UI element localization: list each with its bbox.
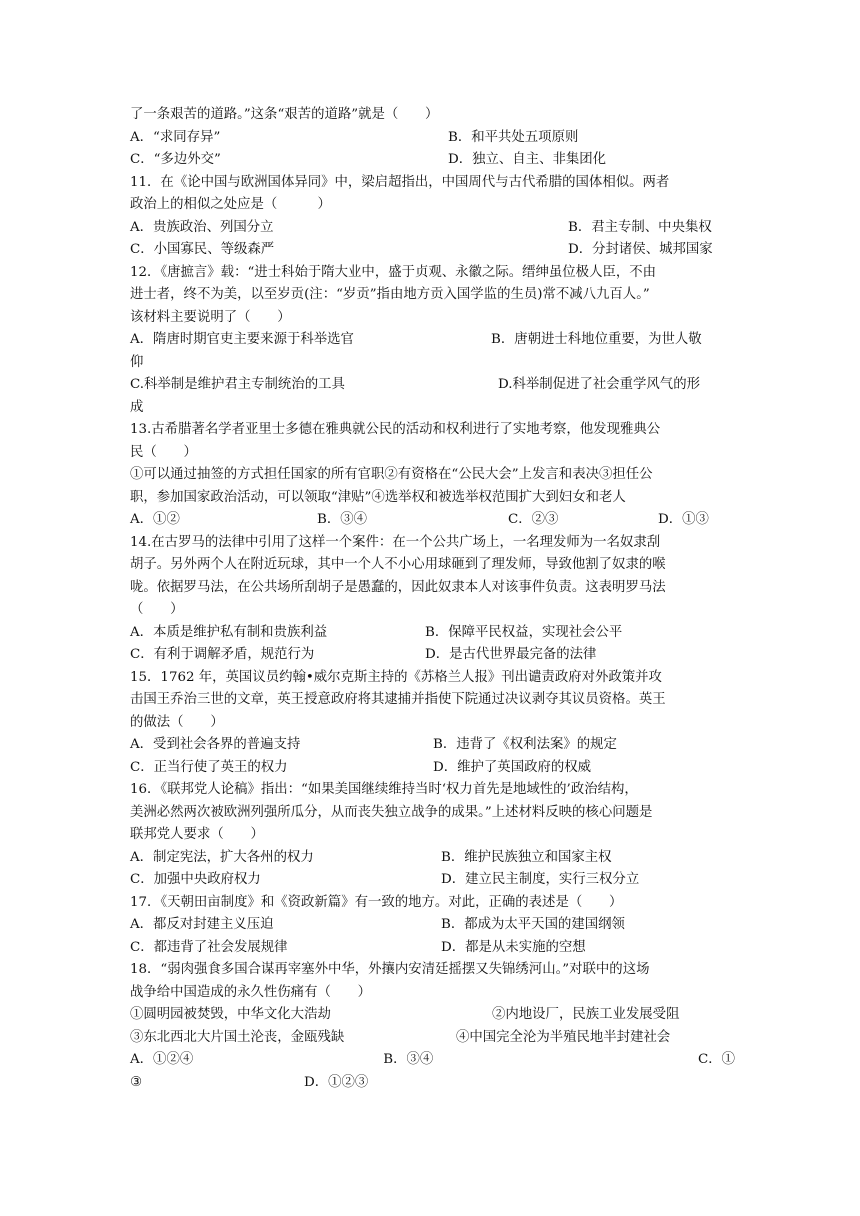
q13-stem-line1: 13.古希腊著名学者亚里士多德在雅典就公民的活动和权利进行了实地考察，他发现雅典公	[130, 422, 661, 437]
q13-option-c[interactable]: C．②③	[508, 512, 559, 527]
q13-option-d[interactable]: D．①③	[658, 512, 709, 527]
q17-option-c[interactable]: C．都违背了社会发展规律	[130, 939, 288, 955]
q15-stem-line1: 15．1762 年，英国议员约翰•威尔克斯主持的《苏格兰人报》刊出谴责政府对外政策并攻	[130, 669, 662, 685]
q18-option-c-wrap: ③	[130, 1074, 143, 1090]
q16-option-b[interactable]: B．维护民族独立和国家主权	[441, 849, 612, 865]
q12-options-ab	[130, 329, 735, 352]
q17-option-d[interactable]: D．都是从未实施的空想	[441, 939, 586, 955]
q15-option-b[interactable]: B．违背了《权利法案》的规定	[433, 737, 617, 752]
q18-option-c[interactable]: C．①	[697, 1052, 735, 1067]
q14-option-a[interactable]: A．本质是维护私有制和贵族利益	[130, 624, 328, 640]
q18-options-row1	[130, 1049, 735, 1072]
q14-options-cd	[130, 644, 735, 667]
q11-options-cd	[130, 239, 735, 262]
q15-stem-line2: 击国王乔治三世的文章，英王授意政府将其逮捕并指使下院通过决议剥夺其议员资格。英王	[130, 692, 666, 707]
q13-option-a[interactable]: A．①②	[130, 512, 180, 527]
q12-option-b[interactable]: B．唐朝进士科地位重要，为世人敬	[491, 332, 702, 347]
q10-option-d[interactable]: D．独立、自主、非集团化	[448, 152, 607, 167]
q18-info-1: ①圆明园被焚毁，中华文化大浩劫	[130, 1007, 331, 1022]
exam-page	[130, 104, 735, 1094]
q11-options-ab	[130, 217, 735, 240]
q18-info-3: ③东北西北大片国土沦丧，金瓯残缺	[130, 1029, 345, 1045]
q18-info-row1	[130, 1004, 735, 1027]
q15-options-ab	[130, 734, 735, 757]
q17-options-ab	[130, 914, 735, 937]
q12-option-d[interactable]: D.科举制促进了社会重学风气的形	[498, 377, 700, 392]
q13-option-b[interactable]: B．③④	[317, 512, 368, 527]
q17-option-b[interactable]: B．都成为太平天国的建国纲领	[441, 917, 625, 932]
q14-options-ab	[130, 622, 735, 645]
q18-info-2: ②内地设厂，民族工业发展受阻	[492, 1007, 680, 1022]
q15-stem-line3: 的做法（ ）	[130, 714, 224, 730]
q18-stem-line1: 18．“弱肉强食多国合谋再宰塞外中华，外攘内安清廷摇摆又失锦绣河山。”对联中的这场	[130, 962, 650, 977]
q10-option-a[interactable]: A．“求同存异”	[130, 129, 221, 145]
q13-options	[130, 509, 735, 532]
q15-option-a[interactable]: A．受到社会各界的普遍支持	[130, 737, 301, 752]
q18-option-d[interactable]: D．①②③	[304, 1074, 369, 1090]
q16-options-ab	[130, 847, 735, 870]
q16-option-a[interactable]: A．制定宪法，扩大各州的权力	[130, 849, 314, 865]
q11-stem-line1: 11．在《论中国与欧洲国体异同》中，梁启超指出，中国周代与古代希腊的国体相似。两者	[130, 174, 670, 190]
q13-info-line1: ①可以通过抽签的方式担任国家的所有官职②有资格在“公民大会”上发言和表决③担任公	[130, 467, 653, 482]
q17-options-cd	[130, 937, 735, 960]
q18-stem-line2: 战争给中国造成的永久性伤痛有（ ）	[130, 984, 372, 1000]
q18-info-row2	[130, 1027, 735, 1050]
q12-option-d-wrap: 成	[130, 399, 144, 415]
q12-stem-line1: 12．《唐摭言》载：“进士科始于隋大业中，盛于贞观、永徽之际。缙绅虽位极人臣，不由	[130, 264, 657, 280]
q11-option-c[interactable]: C．小国寡民、等级森严	[130, 242, 275, 257]
q17-stem-line1: 17．《天朝田亩制度》和《资政新篇》有一致的地方。对此，正确的表述是（ ）	[130, 894, 623, 910]
q18-options-row2	[130, 1072, 735, 1095]
q15-option-d[interactable]: D．维护了英国政府的权威	[433, 759, 592, 775]
q14-stem-line4: （ ）	[130, 602, 184, 617]
q11-stem-line2: 政治上的相似之处应是（ ）	[130, 197, 331, 212]
q16-options-cd	[130, 869, 735, 892]
q15-options-cd	[130, 757, 735, 780]
q13-stem-line2: 民（ ）	[130, 444, 197, 460]
q12-option-c[interactable]: C.科举制是维护君主专制统治的工具	[130, 377, 345, 392]
q18-info-4: ④中国完全沦为半殖民地半封建社会	[456, 1029, 671, 1045]
q14-option-b[interactable]: B．保障平民权益，实现社会公平	[425, 624, 623, 640]
q11-option-a[interactable]: A．贵族政治、列国分立	[130, 219, 274, 235]
q12-options-cd	[130, 374, 735, 397]
q16-stem-line2: 美洲必然两次被欧洲列强所瓜分，从而丧失独立战争的成果。”上述材料反映的核心问题是	[130, 804, 653, 820]
q16-stem-line1: 16．《联邦党人论稿》指出：“如果美国继续维持当时‘权力首先是地域性的’政治结构，	[130, 782, 638, 797]
q15-option-c[interactable]: C．正当行使了英王的权力	[130, 759, 288, 775]
q10-stem-tail: 了一条艰苦的道路。”这条“艰苦的道路”就是（ ）	[130, 107, 439, 122]
q10-options-ab	[130, 127, 735, 150]
q14-stem-line2: 胡子。另外两个人在附近玩球，其中一个人不小心用球砸到了理发师，导致他割了奴隶的喉	[130, 557, 666, 572]
q16-option-c[interactable]: C．加强中央政府权力	[130, 872, 261, 887]
q11-option-d[interactable]: D．分封诸侯、城邦国家	[568, 242, 713, 257]
q18-option-a[interactable]: A．①②④	[130, 1052, 194, 1067]
q10-options-cd	[130, 149, 735, 172]
q17-option-a[interactable]: A．都反对封建主义压迫	[130, 917, 274, 932]
q14-stem-line1: 14.在古罗马的法律中引用了这样一个案件：在一个公共广场上，一名理发师为一名奴隶刮	[130, 534, 661, 550]
q16-option-d[interactable]: D．建立民主制度，实行三权分立	[441, 872, 640, 887]
q10-option-b[interactable]: B．和平共处五项原则	[448, 129, 579, 145]
q13-info-line2: 职，参加国家政治活动，可以领取“津贴”④选举权和被选举权范围扩大到妇女和老人	[130, 489, 626, 505]
q12-stem-line2: 进士者，终不为美，以至岁贡(注：“岁贡”指由地方贡入国学监的生员)常不减八九百人。”	[130, 287, 650, 302]
q11-option-b[interactable]: B．君主专制、中央集权	[568, 219, 712, 235]
q18-option-b[interactable]: B．③④	[383, 1052, 434, 1067]
q14-option-c[interactable]: C．有利于调解矛盾，规范行为	[130, 647, 315, 662]
q14-option-d[interactable]: D．是古代世界最完备的法律	[425, 647, 597, 662]
q12-stem-line3: 该材料主要说明了（ ）	[130, 309, 291, 325]
q14-stem-line3: 咙。依据罗马法，在公共场所刮胡子是愚蠢的，因此奴隶本人对该事件负责。这表明罗马法	[130, 579, 666, 595]
q16-stem-line3: 联邦党人要求（ ）	[130, 827, 264, 842]
q10-option-c[interactable]: C．“多边外交”	[130, 152, 221, 167]
q12-option-b-wrap: 仰	[130, 354, 144, 370]
q12-option-a[interactable]: A．隋唐时期官吏主要来源于科举选官	[130, 332, 354, 347]
